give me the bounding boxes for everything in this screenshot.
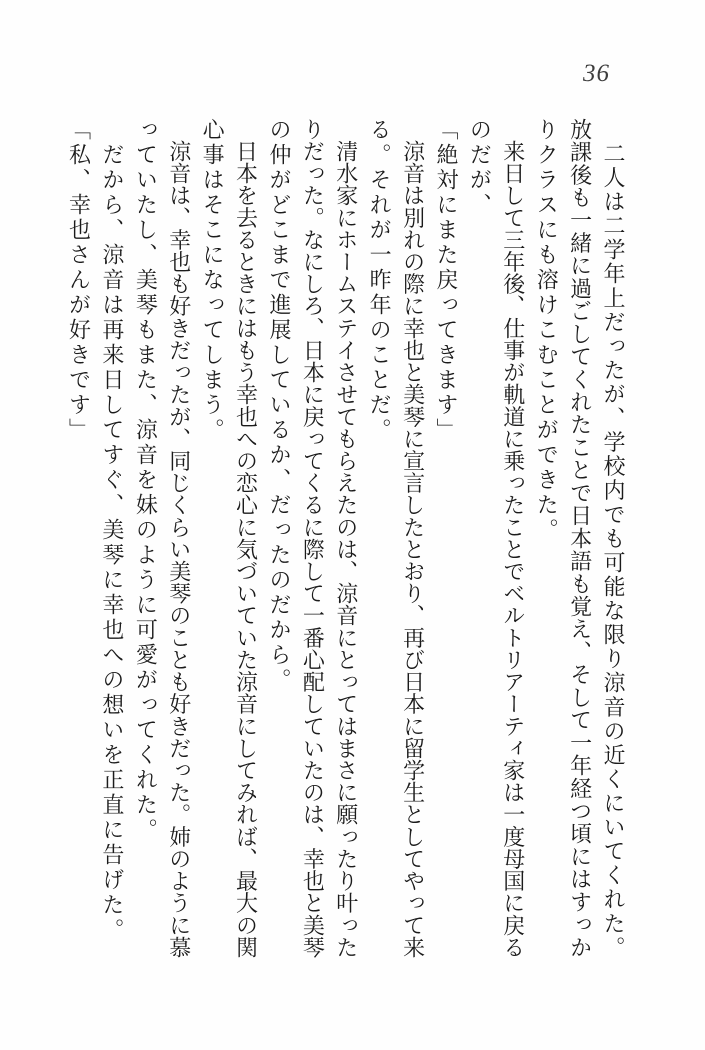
text-line: っていたし、美琴もまた、涼音を妹のように可愛がってくれた。 bbox=[133, 118, 159, 843]
text-line: だから、涼音は再来日してすぐ、美琴に幸也への想いを正直に告げた。 bbox=[99, 118, 125, 943]
text-line: 心事はそこになってしまう。 bbox=[200, 118, 226, 443]
text-line: 清水家にホームステイさせてもらえたのは、涼音にとってはまさに願ったり叶った bbox=[333, 118, 359, 958]
text-line: 二人は二学年上だったが、学校内でも可能な限り涼音の近くにいてくれた。 bbox=[601, 118, 626, 959]
text-line: のだが、 bbox=[467, 118, 493, 218]
text-line: りクラスにも溶けこむことができた。 bbox=[534, 118, 560, 543]
vertical-text-block bbox=[62, 118, 630, 958]
text-line: 来日して三年後、仕事が軌道に乗ったことでベルトリアーティ家は一度母国に戻る bbox=[500, 118, 526, 958]
text-line: 涼音は、幸也も好きだったが、同じくらい美琴のことも好きだった。姉のように慕 bbox=[166, 118, 192, 958]
text-line: の仲がどこまで進展しているか、だったのだから。 bbox=[266, 118, 292, 693]
text-line: りだった。なにしろ、日本に戻ってくるに際して一番心配していたのは、幸也と美琴 bbox=[300, 118, 326, 958]
page-number: 36 bbox=[583, 60, 610, 87]
text-line: 「絶対にまた戻ってきます」 bbox=[433, 118, 459, 443]
text-line: る。それが一昨年のことだ。 bbox=[367, 118, 393, 443]
text-line: 日本を去るときにはもう幸也への恋心に気づいていた涼音にしてみれば、最大の関 bbox=[233, 118, 259, 958]
text-line: 「私、幸也さんが好きです」 bbox=[66, 118, 92, 443]
text-line: 涼音は別れの際に幸也と美琴に宣言したとおり、再び日本に留学生としてやって来 bbox=[400, 118, 426, 958]
text-line: 放課後も一緒に過ごしてくれたことで日本語も覚え、そして一年経つ頃にはすっか bbox=[567, 118, 593, 959]
